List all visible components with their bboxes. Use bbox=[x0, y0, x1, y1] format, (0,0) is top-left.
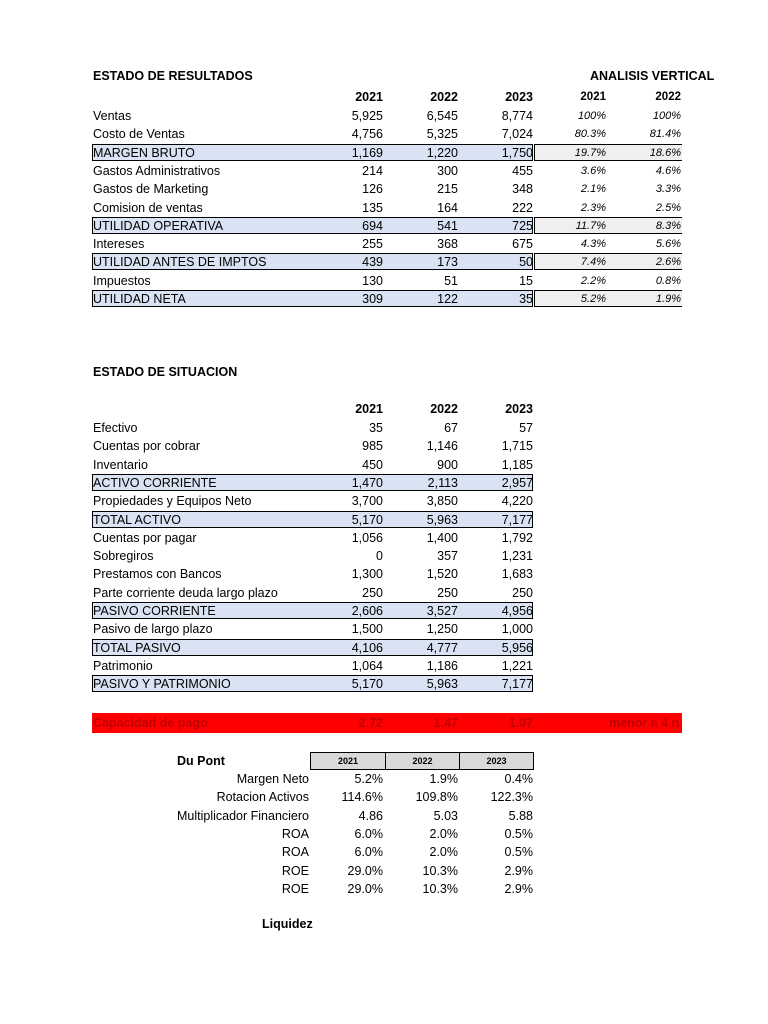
income-value: 173 bbox=[437, 255, 458, 270]
capacity-2021: 2.72 bbox=[358, 716, 383, 730]
income-value: 15 bbox=[519, 273, 533, 288]
income-value: 215 bbox=[437, 182, 458, 197]
balance-row bbox=[0, 437, 768, 455]
income-header-row bbox=[0, 88, 768, 106]
vertical-pct: 2.5% bbox=[655, 201, 681, 214]
dupont-value: 4.86 bbox=[358, 808, 383, 823]
balance-value: 1,792 bbox=[501, 530, 533, 545]
balance-row bbox=[0, 547, 768, 565]
income-value: 6,545 bbox=[426, 109, 458, 123]
dupont-value: 5.03 bbox=[433, 808, 458, 823]
income-value: 455 bbox=[512, 163, 533, 178]
vertical-year-2021: 2021 bbox=[580, 91, 606, 103]
vertical-pct: 4.3% bbox=[580, 238, 606, 251]
balance-row-label: Patrimonio bbox=[93, 658, 153, 673]
dupont-row bbox=[0, 807, 768, 825]
balance-value: 1,250 bbox=[426, 622, 458, 637]
balance-value: 357 bbox=[437, 549, 458, 564]
vertical-pct: 2.3% bbox=[580, 201, 606, 214]
income-row-label: Comision de ventas bbox=[93, 200, 203, 215]
vertical-pct: 2.1% bbox=[580, 183, 606, 196]
vertical-pct: 3.6% bbox=[580, 164, 606, 177]
balance-value: 1,715 bbox=[501, 439, 533, 454]
income-row bbox=[0, 107, 768, 125]
income-row bbox=[0, 235, 768, 253]
income-value: 694 bbox=[362, 218, 383, 233]
vertical-pct: 2.6% bbox=[655, 256, 681, 269]
dupont-value: 10.3% bbox=[422, 863, 458, 878]
income-row bbox=[0, 290, 768, 308]
balance-row-label: ACTIVO CORRIENTE bbox=[93, 475, 217, 490]
dupont-value: 5.88 bbox=[508, 808, 533, 823]
balance-row bbox=[0, 639, 768, 657]
vertical-pct: 11.7% bbox=[575, 219, 606, 232]
dupont-row-label: ROA bbox=[281, 826, 309, 841]
income-value: 541 bbox=[437, 218, 458, 233]
vertical-pct: 19.7% bbox=[574, 146, 606, 159]
income-value: 255 bbox=[362, 237, 383, 252]
vertical-pct: 18.6% bbox=[649, 146, 681, 159]
dupont-row bbox=[0, 880, 768, 898]
dupont-row bbox=[0, 843, 768, 861]
income-value: 164 bbox=[437, 200, 458, 215]
income-value: 1,750 bbox=[501, 145, 533, 160]
dupont-row-label: Rotacion Activos bbox=[216, 790, 309, 805]
vertical-pct: 81.4% bbox=[649, 128, 681, 141]
income-row-label: UTILIDAD ANTES DE IMPTOS bbox=[93, 255, 267, 270]
income-year-2022: 2022 bbox=[430, 90, 458, 104]
vertical-pct: 100% bbox=[577, 110, 606, 122]
dupont-year-2022: 2022 bbox=[385, 752, 460, 770]
balance-value: 1,186 bbox=[426, 658, 458, 673]
income-row bbox=[0, 162, 768, 180]
income-value: 122 bbox=[437, 292, 458, 306]
balance-row bbox=[0, 584, 768, 602]
income-value: 675 bbox=[512, 237, 533, 252]
balance-row-label: TOTAL PASIVO bbox=[93, 640, 181, 655]
balance-value: 3,700 bbox=[351, 494, 383, 509]
vertical-pct: 8.3% bbox=[655, 219, 681, 232]
income-value: 5,325 bbox=[426, 127, 458, 142]
balance-row-label: Efectivo bbox=[93, 421, 138, 435]
capacity-label: Capacidad de pago bbox=[93, 716, 208, 730]
balance-value: 5,956 bbox=[501, 640, 533, 655]
income-value: 348 bbox=[512, 182, 533, 197]
balance-row bbox=[0, 529, 768, 547]
income-value: 130 bbox=[362, 273, 383, 288]
balance-row bbox=[0, 565, 768, 583]
income-year-2023: 2023 bbox=[505, 90, 533, 104]
income-row-label: UTILIDAD NETA bbox=[93, 292, 186, 306]
balance-value: 35 bbox=[369, 421, 383, 435]
balance-value: 1,300 bbox=[351, 567, 383, 582]
balance-value: 2,113 bbox=[427, 475, 458, 490]
income-value: 725 bbox=[512, 218, 533, 233]
balance-value: 5,170 bbox=[351, 677, 383, 692]
dupont-row-label: ROA bbox=[281, 845, 309, 860]
balance-row bbox=[0, 456, 768, 474]
vertical-pct: 0.8% bbox=[655, 274, 681, 287]
dupont-value: 29.0% bbox=[347, 881, 383, 896]
balance-row-label: Pasivo de largo plazo bbox=[93, 622, 213, 637]
dupont-value: 10.3% bbox=[422, 881, 458, 896]
dupont-value: 2.9% bbox=[504, 863, 533, 878]
income-row bbox=[0, 199, 768, 217]
income-value: 50 bbox=[519, 255, 533, 270]
balance-value: 450 bbox=[362, 457, 383, 472]
vertical-pct: 3.3% bbox=[655, 183, 681, 196]
balance-value: 0 bbox=[376, 549, 383, 564]
income-year-2021: 2021 bbox=[355, 90, 383, 104]
income-row bbox=[0, 272, 768, 290]
dupont-value: 109.8% bbox=[415, 790, 458, 805]
income-value: 1,220 bbox=[426, 145, 458, 160]
balance-row bbox=[0, 474, 768, 492]
dupont-value: 0.5% bbox=[504, 845, 533, 860]
balance-value: 3,850 bbox=[426, 494, 458, 509]
balance-value: 1,231 bbox=[501, 549, 533, 564]
dupont-value: 122.3% bbox=[490, 790, 533, 805]
income-row-label: Intereses bbox=[93, 237, 145, 252]
balance-row bbox=[0, 602, 768, 620]
liquidez-title: Liquidez bbox=[262, 917, 313, 931]
capacity-2022: 1.47 bbox=[433, 716, 458, 730]
balance-row-label: Cuentas por cobrar bbox=[93, 439, 201, 454]
dupont-row-label: ROE bbox=[281, 881, 309, 896]
vertical-pct: 5.6% bbox=[655, 238, 681, 251]
income-row-label: MARGEN BRUTO bbox=[93, 145, 195, 160]
balance-value: 4,220 bbox=[501, 494, 533, 509]
dupont-value: 1.9% bbox=[429, 772, 458, 786]
balance-value: 900 bbox=[437, 457, 458, 472]
income-value: 51 bbox=[444, 273, 458, 288]
income-row-label: Gastos Administrativos bbox=[93, 163, 221, 178]
dupont-value: 2.0% bbox=[429, 845, 458, 860]
balance-value: 1,146 bbox=[426, 439, 458, 454]
balance-header-row bbox=[0, 400, 768, 418]
income-row-label: UTILIDAD OPERATIVA bbox=[93, 218, 224, 233]
balance-value: 7,177 bbox=[501, 677, 533, 692]
balance-title: ESTADO DE SITUACION bbox=[93, 365, 238, 379]
dupont-row bbox=[0, 770, 768, 788]
balance-value: 1,056 bbox=[351, 530, 383, 545]
balance-value: 2,957 bbox=[501, 475, 533, 490]
vertical-pct: 2.2% bbox=[580, 274, 606, 287]
dupont-row-label: Margen Neto bbox=[236, 772, 309, 786]
dupont-value: 29.0% bbox=[347, 863, 383, 878]
dupont-value: 0.5% bbox=[504, 826, 533, 841]
dupont-year-2021: 2021 bbox=[310, 752, 386, 770]
balance-value: 1,221 bbox=[501, 658, 533, 673]
balance-row-label: TOTAL ACTIVO bbox=[93, 512, 181, 527]
income-value: 35 bbox=[519, 292, 533, 306]
balance-value: 4,777 bbox=[426, 640, 458, 655]
balance-row bbox=[0, 620, 768, 638]
balance-value: 4,956 bbox=[501, 604, 533, 618]
dupont-row bbox=[0, 862, 768, 880]
balance-value: 1,185 bbox=[501, 457, 533, 472]
balance-value: 250 bbox=[437, 585, 458, 600]
balance-value: 250 bbox=[362, 585, 383, 600]
income-value: 439 bbox=[362, 255, 383, 270]
income-value: 8,774 bbox=[501, 109, 533, 123]
balance-value: 250 bbox=[512, 585, 533, 600]
balance-value: 7,177 bbox=[501, 512, 533, 527]
balance-row-label: PASIVO CORRIENTE bbox=[93, 604, 216, 618]
income-row bbox=[0, 180, 768, 198]
income-row-label: Costo de Ventas bbox=[93, 127, 185, 142]
income-value: 1,169 bbox=[351, 145, 383, 160]
income-value: 309 bbox=[362, 292, 383, 306]
balance-row bbox=[0, 492, 768, 510]
balance-row-label: Cuentas por pagar bbox=[93, 530, 197, 545]
vertical-pct: 80.3% bbox=[574, 128, 606, 141]
dupont-value: 6.0% bbox=[354, 845, 383, 860]
income-value: 222 bbox=[512, 200, 533, 215]
income-title: ESTADO DE RESULTADOS bbox=[93, 69, 253, 83]
balance-year-2023: 2023 bbox=[505, 402, 533, 416]
balance-value: 1,000 bbox=[501, 622, 533, 637]
vertical-analysis-title: ANALISIS VERTICAL bbox=[590, 69, 715, 83]
income-value: 368 bbox=[437, 237, 458, 252]
income-value: 214 bbox=[362, 163, 383, 178]
capacity-note: menor a 4 n bbox=[609, 716, 680, 730]
dupont-row-label: ROE bbox=[281, 863, 309, 878]
income-row bbox=[0, 217, 768, 235]
balance-value: 1,470 bbox=[351, 475, 383, 490]
balance-value: 1,064 bbox=[351, 658, 383, 673]
balance-value: 57 bbox=[519, 421, 533, 435]
dupont-title: Du Pont bbox=[177, 754, 225, 768]
capacity-row bbox=[0, 714, 768, 732]
dupont-row bbox=[0, 788, 768, 806]
vertical-pct: 5.2% bbox=[580, 293, 606, 305]
dupont-year-2023: 2023 bbox=[459, 752, 534, 770]
balance-row-label: PASIVO Y PATRIMONIO bbox=[93, 677, 231, 692]
vertical-pct: 4.6% bbox=[655, 164, 681, 177]
dupont-value: 6.0% bbox=[354, 826, 383, 841]
income-value: 135 bbox=[362, 200, 383, 215]
dupont-value: 5.2% bbox=[354, 772, 383, 786]
income-row-label: Impuestos bbox=[93, 273, 151, 288]
income-value: 5,925 bbox=[351, 109, 383, 123]
balance-value: 1,400 bbox=[426, 530, 458, 545]
balance-year-2021: 2021 bbox=[355, 402, 383, 416]
balance-row-label: Parte corriente deuda largo plazo bbox=[93, 585, 278, 600]
dupont-value: 114.6% bbox=[341, 790, 383, 805]
dupont-row-label: Multiplicador Financiero bbox=[176, 808, 309, 823]
balance-value: 985 bbox=[362, 439, 383, 454]
dupont-value: 2.9% bbox=[504, 881, 533, 896]
vertical-pct: 100% bbox=[652, 110, 681, 122]
income-row bbox=[0, 144, 768, 162]
balance-value: 5,170 bbox=[351, 512, 383, 527]
balance-row bbox=[0, 657, 768, 675]
vertical-pct: 1.9% bbox=[655, 293, 681, 305]
income-row-label: Ventas bbox=[93, 109, 132, 123]
balance-row-label: Prestamos con Bancos bbox=[93, 567, 222, 582]
balance-value: 4,106 bbox=[351, 640, 383, 655]
dupont-value: 0.4% bbox=[504, 772, 533, 786]
income-row-label: Gastos de Marketing bbox=[93, 182, 209, 197]
dupont-value: 2.0% bbox=[429, 826, 458, 841]
balance-year-2022: 2022 bbox=[430, 402, 458, 416]
balance-value: 1,683 bbox=[501, 567, 533, 582]
balance-row bbox=[0, 419, 768, 437]
balance-row bbox=[0, 675, 768, 693]
balance-value: 5,963 bbox=[426, 677, 458, 692]
balance-value: 67 bbox=[444, 421, 458, 435]
income-value: 300 bbox=[437, 163, 458, 178]
balance-value: 5,963 bbox=[426, 512, 458, 527]
income-value: 126 bbox=[362, 182, 383, 197]
capacity-2023: 1.07 bbox=[508, 716, 533, 730]
balance-value: 2,606 bbox=[351, 604, 383, 618]
income-value: 7,024 bbox=[501, 127, 533, 142]
income-row bbox=[0, 253, 768, 271]
balance-row-label: Sobregiros bbox=[93, 549, 154, 564]
balance-value: 1,500 bbox=[351, 622, 383, 637]
vertical-pct: 7.4% bbox=[580, 256, 606, 269]
vertical-year-2022: 2022 bbox=[655, 91, 681, 103]
income-value: 4,756 bbox=[351, 127, 383, 142]
income-row bbox=[0, 125, 768, 143]
balance-value: 1,520 bbox=[426, 567, 458, 582]
balance-row-label: Propiedades y Equipos Neto bbox=[93, 494, 252, 509]
dupont-row bbox=[0, 825, 768, 843]
balance-row bbox=[0, 511, 768, 529]
balance-value: 3,527 bbox=[426, 604, 458, 618]
balance-row-label: Inventario bbox=[93, 457, 148, 472]
